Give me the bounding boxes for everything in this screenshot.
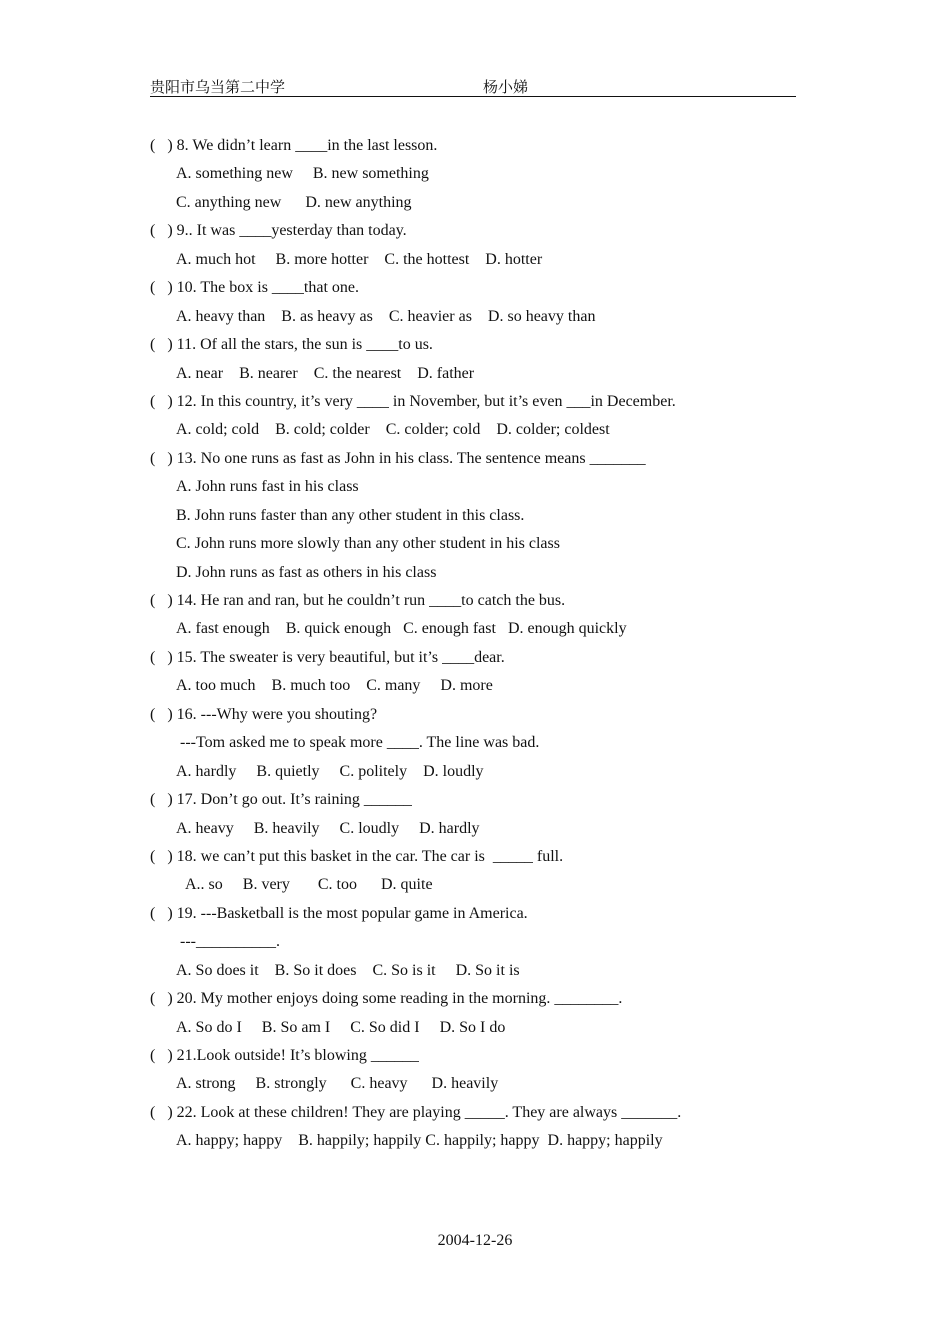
question-9: ( ) 9.. It was ____yesterday than today. [150,222,407,240]
dialogue-line: ---Tom asked me to speak more ____. The line was bad. [180,734,540,752]
options-line: A. So do I B. So am I C. So did I D. So I do [176,1018,506,1036]
question-16: ( ) 16. ---Why were you shouting? [150,705,378,723]
question-20: ( ) 20. My mother enjoys doing some reading in the morning. ________. [150,990,623,1008]
question-22: ( ) 22. Look at these children! They are playing _____. They are always _______. [150,1103,682,1121]
options-line: A. near B. nearer C. the nearest D. father [176,364,475,382]
question-8: ( ) 8. We didn’t learn ____in the last lesson. [150,137,438,154]
question-12: ( ) 12. In this country, it’s very ____ in November, but it’s even ___in December. [150,392,676,410]
options-line: A. So does it B. So it does C. So is it D. So it is [176,961,520,979]
dialogue-line: ---__________. [180,933,280,951]
options-line: A. much hot B. more hotter C. the hottest D. hotter [176,250,543,268]
question-19: ( ) 19. ---Basketball is the most popular game in America. [150,904,528,922]
options-line: A. heavy B. heavily C. loudly D. hardly [176,819,480,837]
options-line: A. happy; happy B. happily; happily C. happily; happy D. happy; happily [176,1132,663,1150]
options-line: A. cold; cold B. cold; colder C. colder; cold D. colder; coldest [176,421,610,439]
options-line: A. fast enough B. quick enough C. enough fast D. enough quickly [176,620,627,638]
options-line: A.. so B. very C. too D. quite [185,876,433,894]
question-13: ( ) 13. No one runs as fast as John in his class. The sentence means _______ [150,449,646,467]
page-header [150,74,796,97]
question-11: ( ) 11. Of all the stars, the sun is ____to us. [150,336,433,354]
options-line: C. John runs more slowly than any other student in his class [176,535,560,553]
options-line: A. strong B. strongly C. heavy D. heavily [176,1075,499,1093]
options-line: A. John runs fast in his class [176,478,359,496]
options-line: A. too much B. much too C. many D. more [176,677,493,695]
options-line: A. hardly B. quietly C. politely D. loudly [176,762,484,780]
page-footer-date: 2004-12-26 [437,1232,513,1249]
question-17: ( ) 17. Don’t go out. It’s raining ______ [150,791,412,809]
options-line: D. John runs as fast as others in his class [176,563,437,581]
question-14: ( ) 14. He ran and ran, but he couldn’t run ____to catch the bus. [150,592,566,609]
options-line: A. something new B. new something [176,165,429,183]
author-name: 杨小娣 [483,78,529,96]
question-15: ( ) 15. The sweater is very beautiful, but it’s ____dear. [150,648,505,666]
options-line: B. John runs faster than any other student in this class. [176,506,525,524]
question-list [150,132,810,1156]
school-name: 贵阳市乌当第二中学 [150,78,286,96]
options-line: C. anything new D. new anything [176,193,412,211]
question-10: ( ) 10. The box is ____that one. [150,279,360,297]
question-18: ( ) 18. we can’t put this basket in the car. The car is _____ full. [150,847,564,865]
question-21: ( ) 21.Look outside! It’s blowing ______ [150,1047,419,1064]
options-line: A. heavy than B. as heavy as C. heavier as D. so heavy than [176,307,596,325]
